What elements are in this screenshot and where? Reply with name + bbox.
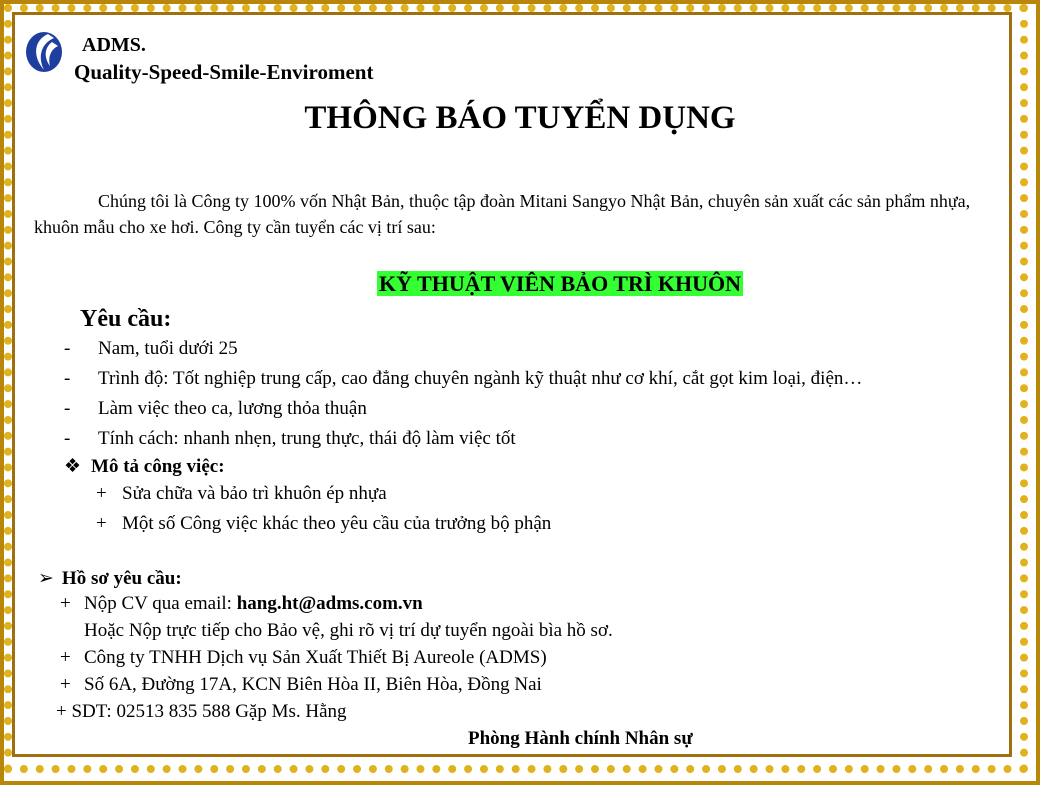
list-item: - Làm việc theo ca, lương thỏa thuận: [64, 398, 367, 419]
list-item: Hoặc Nộp trực tiếp cho Bảo vệ, ghi rõ vị trí dự tuyển ngoài bìa hồ sơ.: [84, 620, 613, 641]
list-item: + Công ty TNHH Dịch vụ Sản Xuất Thiết Bị Aureole (ADMS): [60, 647, 547, 668]
list-item: + Sửa chữa và bảo trì khuôn ép nhựa: [96, 483, 387, 504]
list-item: - Nam, tuổi dưới 25: [64, 338, 238, 359]
requirements-list: [64, 338, 862, 458]
application-heading: ➢ Hồ sơ yêu cầu:: [38, 568, 182, 589]
list-item: - Tính cách: nhanh nhẹn, trung thực, thái độ làm việc tốt: [64, 428, 516, 449]
arrow-bullet-icon: ➢: [38, 568, 54, 589]
intro-paragraph: Chúng tôi là Công ty 100% vốn Nhật Bản, thuộc tập đoàn Mitani Sangyo Nhật Bản, chuyên sản xuất các sản phẩm nhựa, khuôn mẫu cho xe hơi. Công ty cần tuyển các vị trí sau:: [34, 191, 971, 237]
list-item: + Một số Công việc khác theo yêu cầu của trưởng bộ phận: [96, 513, 552, 534]
position-label: KỸ THUẬT VIÊN BẢO TRÌ KHUÔN: [378, 271, 742, 296]
list-item: - Trình độ: Tốt nghiệp trung cấp, cao đẳng chuyên ngành kỹ thuật như cơ khí, cắt gọt kim loại, điện…: [64, 368, 863, 389]
company-name: ADMS.: [82, 34, 146, 56]
list-item: + Số 6A, Đường 17A, KCN Biên Hòa II, Biên Hòa, Đồng Nai: [60, 674, 542, 695]
signature: Phòng Hành chính Nhân sự: [468, 728, 693, 749]
job-description-list: [96, 483, 551, 543]
contact-email[interactable]: hang.ht@adms.com.vn: [236, 593, 423, 614]
application-list: [56, 593, 613, 728]
adms-logo-icon: [24, 30, 64, 74]
job-description-heading: ❖ Mô tả công việc:: [64, 456, 225, 477]
diamond-bullet-icon: ❖: [64, 456, 82, 477]
list-item: + SDT: 02513 835 588 Gặp Ms. Hằng: [56, 701, 347, 722]
position-title: [0, 271, 1040, 297]
requirements-heading: Yêu cầu:: [80, 306, 172, 332]
page-title: THÔNG BÁO TUYỂN DỤNG: [304, 100, 736, 136]
list-item: + Nộp CV qua email: hang.ht@adms.com.vn: [60, 593, 423, 614]
company-slogan: Quality-Speed-Smile-Enviroment: [74, 60, 374, 84]
